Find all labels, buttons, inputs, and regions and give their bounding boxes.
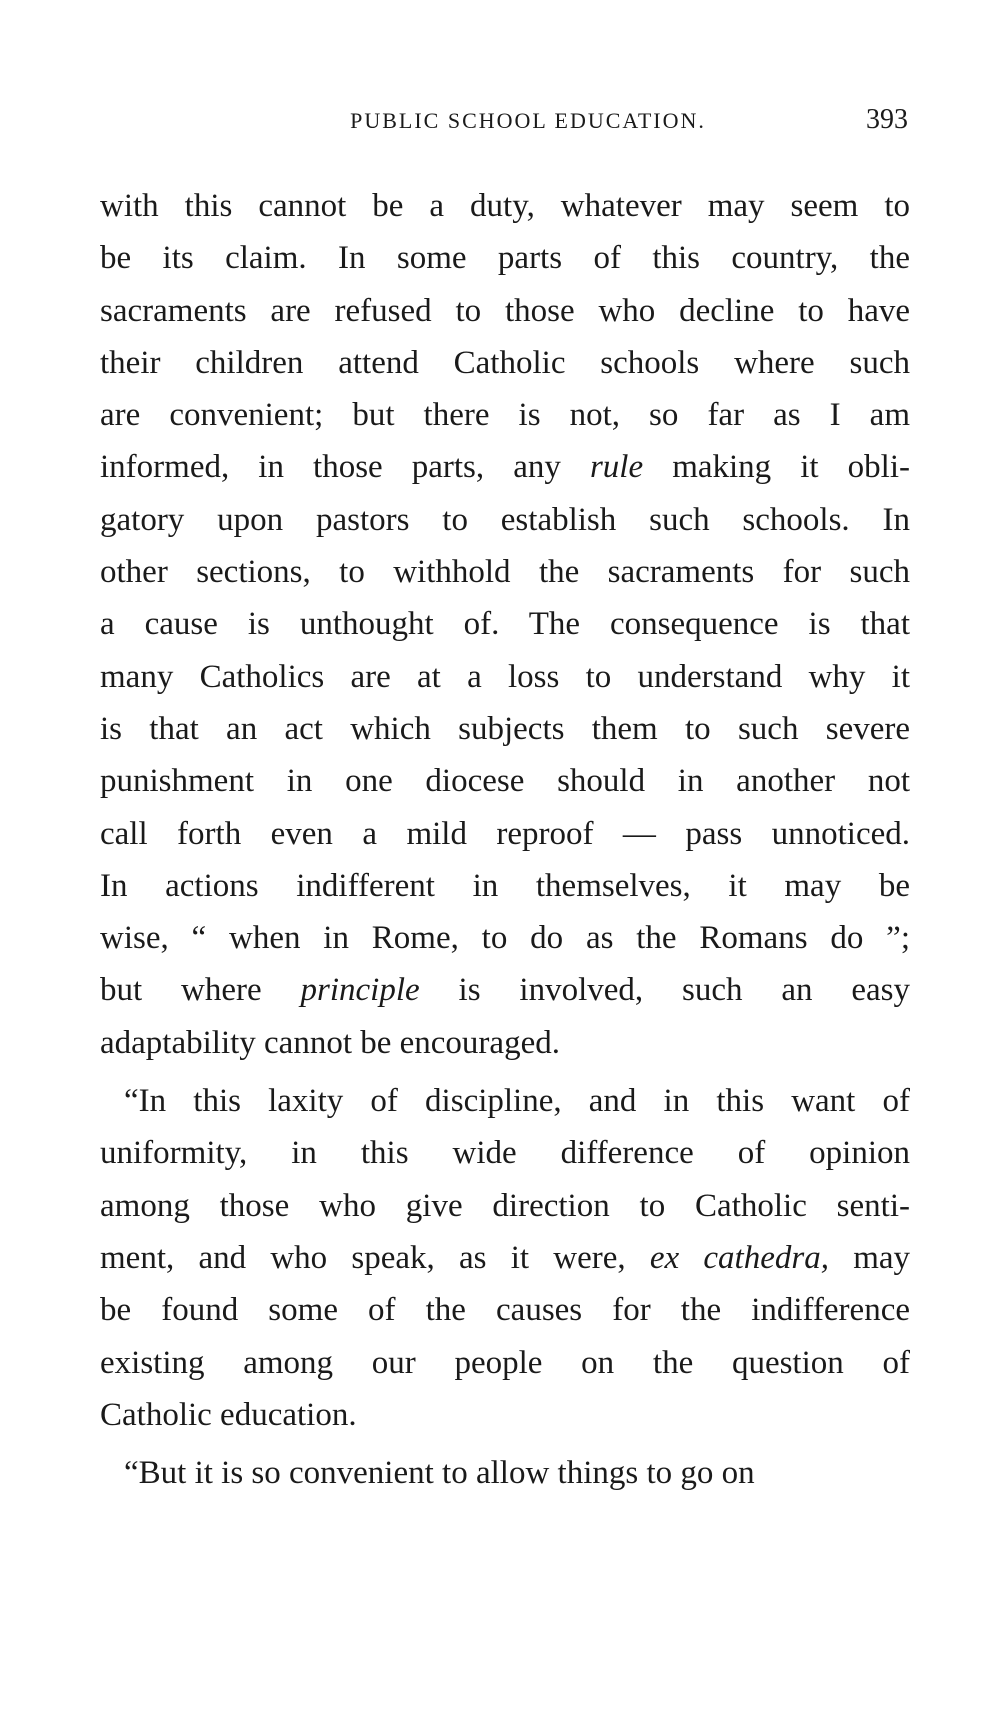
- text-line: punishment in one diocese should in another not: [100, 763, 910, 800]
- text-line: In actions indifferent in themselves, it may be: [100, 867, 910, 904]
- text-line: [100, 441, 910, 493]
- text-line: wise, “ when in Rome, to do as the Romans do ”;: [100, 920, 910, 957]
- text-line: [100, 964, 910, 1016]
- text-line: many Catholics are at a loss to understand why it: [100, 658, 910, 695]
- emphasis-ex-cathedra: ex cathedra,: [649, 1239, 829, 1276]
- text-line: existing among our people on the question of: [100, 1344, 910, 1381]
- body-text: [100, 180, 910, 1499]
- text-line: among those who give direction to Catholic senti-: [100, 1187, 910, 1224]
- text-run: making it obli-: [672, 449, 910, 486]
- text-line: “In this laxity of discipline, and in this want of: [124, 1083, 910, 1120]
- emphasis-principle: principle: [300, 972, 420, 1009]
- text-line: other sections, to withhold the sacraments for such: [100, 554, 910, 591]
- text-line: Catholic education.: [100, 1396, 357, 1433]
- text-line: gatory upon pastors to establish such schools. In: [100, 501, 910, 538]
- text-line: [100, 1232, 910, 1284]
- text-run: is involved, such an easy: [458, 972, 910, 1009]
- text-line: uniformity, in this wide difference of opinion: [100, 1135, 910, 1172]
- text-line: adaptability cannot be encouraged.: [100, 1024, 560, 1061]
- text-run: informed, in those parts, any: [100, 449, 561, 486]
- text-line: a cause is unthought of. The consequence is that: [100, 606, 910, 643]
- text-run: ment, and who speak, as it were,: [100, 1239, 626, 1276]
- text-line: “But it is so convenient to allow things to go on: [124, 1455, 755, 1492]
- running-title: PUBLIC SCHOOL EDUCATION.: [350, 108, 706, 133]
- text-line: be its claim. In some parts of this country, the: [100, 240, 910, 277]
- text-line: call forth even a mild reproof — pass unnoticed.: [100, 815, 910, 852]
- page-header: [100, 104, 908, 136]
- text-line: be found some of the causes for the indifference: [100, 1292, 910, 1329]
- text-line: sacraments are refused to those who decline to have: [100, 292, 910, 329]
- text-line: is that an act which subjects them to such severe: [100, 710, 910, 747]
- text-line: their children attend Catholic schools where such: [100, 344, 910, 381]
- page-number: 393: [866, 104, 908, 135]
- text-line: are convenient; but there is not, so far as I am: [100, 397, 910, 434]
- text-line: with this cannot be a duty, whatever may seem to: [100, 188, 910, 224]
- emphasis-rule: rule: [589, 449, 644, 486]
- text-run: but where: [100, 972, 262, 1009]
- text-run: may: [853, 1239, 911, 1276]
